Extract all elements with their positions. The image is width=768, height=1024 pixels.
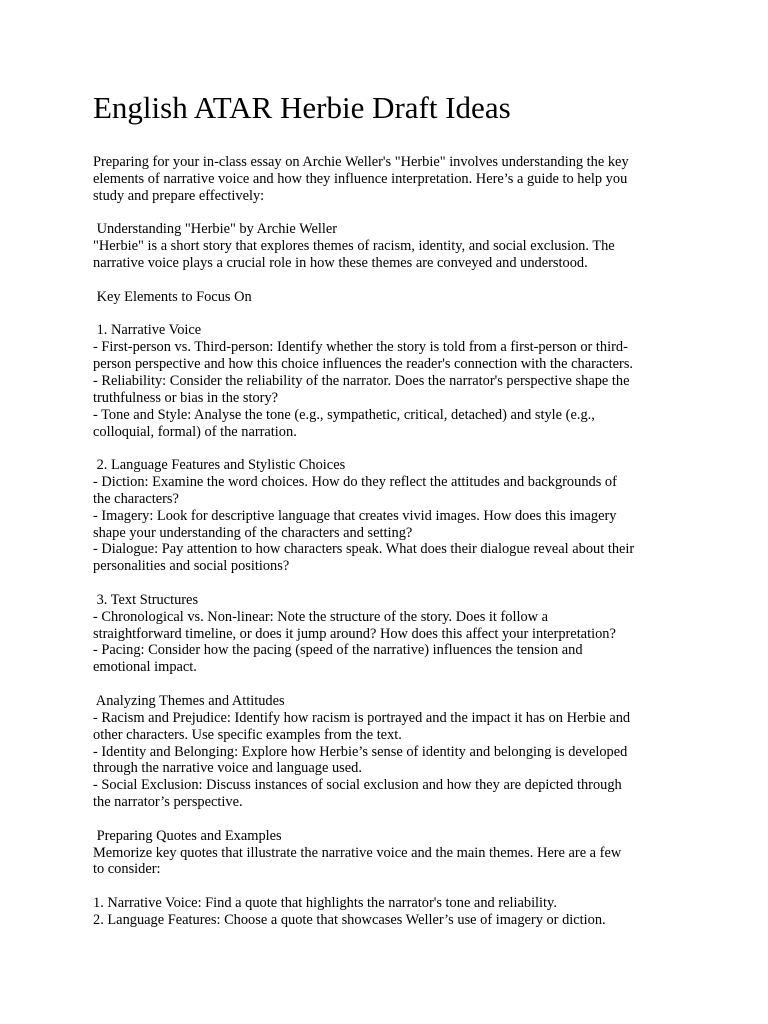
- document-line: 1. Narrative Voice: Find a quote that highlights the narrator's tone and reliability.: [93, 895, 557, 912]
- document-line: 3. Text Structures: [93, 591, 199, 608]
- document-line: - Tone and Style: Analyse the tone (e.g., sympathetic, critical, detached) and style (e.g.,: [93, 406, 595, 423]
- blank-line: [93, 575, 683, 592]
- blank-line: [93, 272, 683, 289]
- blank-line: [93, 440, 683, 457]
- blank-line: [93, 878, 683, 895]
- document-line: - Dialogue: Pay attention to how characters speak. What does their dialogue reveal about their: [93, 541, 635, 558]
- document-line: the characters?: [93, 490, 179, 507]
- document-line: other characters. Use specific examples from the text.: [93, 726, 402, 743]
- document-line: narrative voice plays a crucial role in how these themes are conveyed and understood.: [93, 255, 588, 272]
- blank-line: [93, 811, 683, 828]
- document-line: - Reliability: Consider the reliability of the narrator. Does the narrator's perspective shape the: [93, 372, 630, 389]
- document-title: English ATAR Herbie Draft Ideas: [93, 90, 511, 125]
- document-line: - Diction: Examine the word choices. How do they reflect the attitudes and backgrounds of: [93, 474, 617, 491]
- document-line: "Herbie" is a short story that explores themes of racism, identity, and social exclusion. The: [93, 238, 615, 255]
- document-line: personalities and social positions?: [93, 558, 290, 575]
- blank-line: [93, 205, 683, 222]
- document-line: - Social Exclusion: Discuss instances of social exclusion and how they are depicted through: [93, 777, 622, 794]
- document-line: 2. Language Features and Stylistic Choices: [93, 457, 346, 474]
- document-line: Preparing Quotes and Examples: [93, 827, 282, 844]
- blank-line: [93, 676, 683, 693]
- document-line: Analyzing Themes and Attitudes: [93, 693, 285, 709]
- document-line: the narrator’s perspective.: [93, 794, 243, 811]
- document-line: - Pacing: Consider how the pacing (speed of the narrative) influences the tension and: [93, 642, 583, 659]
- document-line: colloquial, formal) of the narration.: [93, 423, 297, 440]
- document-line: - First-person vs. Third-person: Identify whether the story is told from a first-person or third-: [93, 339, 628, 356]
- document-line: 2. Language Features: Choose a quote that showcases Weller’s use of imagery or diction.: [93, 911, 606, 928]
- document-line: - Identity and Belonging: Explore how Herbie’s sense of identity and belonging is developed: [93, 743, 628, 760]
- document-line: - Imagery: Look for descriptive language that creates vivid images. How does this imagery: [93, 507, 617, 524]
- document-line: through the narrative voice and language used.: [93, 760, 362, 777]
- document-line: Memorize key quotes that illustrate the narrative voice and the main themes. Here are a few: [93, 844, 622, 861]
- document-line: to consider:: [93, 861, 161, 878]
- document-line: - Racism and Prejudice: Identify how racism is portrayed and the impact it has on Herbie and: [93, 709, 631, 726]
- document-line: person perspective and how this choice influences the reader's connection with the characters.: [93, 356, 634, 373]
- document-line: Understanding "Herbie" by Archie Weller: [93, 221, 338, 238]
- document-page: [93, 88, 683, 929]
- document-line: 1. Narrative Voice: [93, 322, 202, 339]
- document-body: [93, 154, 683, 929]
- document-line: emotional impact.: [93, 659, 197, 676]
- document-line: shape your understanding of the characters and setting?: [93, 524, 413, 541]
- blank-line: [93, 306, 683, 323]
- document-line: Preparing for your in-class essay on Archie Weller's "Herbie" involves understanding the key: [93, 154, 629, 170]
- document-line: elements of narrative voice and how they influence interpretation. Here’s a guide to help you: [93, 170, 628, 187]
- document-line: study and prepare effectively:: [93, 187, 265, 204]
- document-line: straightforward timeline, or does it jump around? How does this affect your interpretation?: [93, 625, 616, 642]
- document-line: - Chronological vs. Non-linear: Note the structure of the story. Does it follow a: [93, 608, 549, 625]
- document-line: Key Elements to Focus On: [93, 288, 252, 305]
- document-line: truthfulness or bias in the story?: [93, 389, 279, 406]
